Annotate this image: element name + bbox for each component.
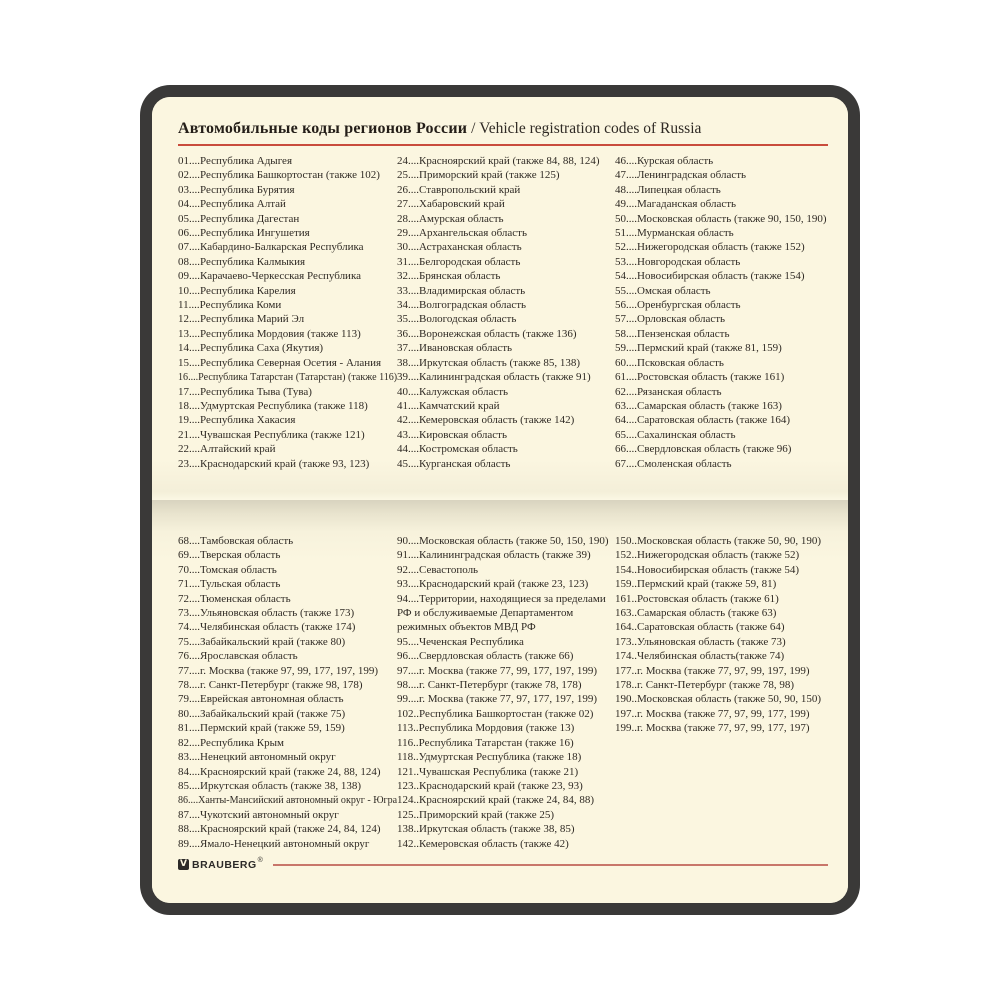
list-item: 46....Курская область: [615, 155, 714, 167]
list-item: 30....Астраханская область: [397, 241, 522, 254]
list-item: 67....Смоленская область: [615, 457, 732, 470]
list-item: 53....Новгородская область: [615, 255, 741, 268]
list-item: 18....Удмуртская Республика (также 118): [178, 399, 368, 412]
footer-underline: [273, 864, 828, 866]
list-item: 08....Республика Калмыкия: [178, 255, 306, 268]
list-item: 23....Краснодарский край (также 93, 123): [178, 457, 370, 470]
list-item: 56....Оренбургская область: [615, 299, 741, 312]
list-item: 163..Самарская область (также 63): [615, 607, 777, 620]
list-item: 01....Республика Адыгея: [178, 155, 293, 167]
list-item: 83....Ненецкий автономный округ: [178, 751, 336, 764]
list-item: 199..г. Москва (также 77, 97, 99, 177, 197): [615, 722, 810, 735]
list-item: 26....Ставропольский край: [397, 183, 521, 196]
list-item: 55....Омская область: [615, 284, 711, 297]
list-item: 57....Орловская область: [615, 313, 726, 326]
list-item: 21....Чувашская Республика (также 121): [178, 428, 365, 441]
list-item: 25....Приморский край (также 125): [397, 169, 560, 182]
list-item: 86....Ханты-Мансийский автономный округ - Югра: [178, 794, 398, 807]
list-item: 77....г. Москва (также 97, 99, 177, 197, 199): [178, 664, 379, 677]
list-item: 07....Кабардино-Балкарская Республика: [178, 241, 364, 254]
list-item: 75....Забайкальский край (также 80): [178, 635, 346, 648]
list-item: 27....Хабаровский край: [397, 198, 505, 211]
list-item: 06....Республика Ингушетия: [178, 227, 310, 240]
list-item: 85....Иркутская область (также 38, 138): [178, 779, 362, 792]
list-item: 159..Пермский край (также 59, 81): [615, 578, 777, 591]
list-item: 33....Владимирская область: [397, 284, 526, 297]
list-item: 36....Воронежская область (также 136): [397, 327, 577, 340]
list-item: 177..г. Москва (также 77, 97, 99, 197, 199): [615, 664, 810, 677]
page-title: [178, 119, 828, 139]
list-item: 58....Пензенская область: [615, 327, 730, 340]
list-item: режимных объектов МВД РФ: [397, 621, 536, 634]
list-item: 10....Республика Карелия: [178, 284, 296, 297]
list-item: 164..Саратовская область (также 64): [615, 621, 785, 634]
list-item: 61....Ростовская область (также 161): [615, 371, 785, 384]
list-item: 190..Московская область (также 50, 90, 150): [615, 693, 822, 706]
list-item: 09....Карачаево-Черкесская Республика: [178, 270, 361, 283]
list-item: 113..Республика Мордовия (также 13): [397, 722, 575, 735]
list-item: 68....Тамбовская область: [178, 535, 294, 547]
list-item: 71....Тульская область: [178, 578, 281, 591]
list-item: 87....Чукотский автономный округ: [178, 808, 339, 821]
list-item: 44....Костромская область: [397, 443, 518, 456]
list-item: 80....Забайкальский край (также 75): [178, 707, 346, 720]
list-item: 154..Новосибирская область (также 54): [615, 563, 800, 576]
list-item: 13....Республика Мордовия (также 113): [178, 327, 361, 340]
list-item: 48....Липецкая область: [615, 183, 721, 196]
region-codes-column-4: [178, 534, 397, 851]
list-item: 116..Республика Татарстан (также 16): [397, 736, 574, 749]
list-item: 70....Томская область: [178, 563, 277, 576]
list-item: 03....Республика Бурятия: [178, 183, 295, 196]
list-item: 142..Кемеровская область (также 42): [397, 837, 569, 850]
list-item: 118..Удмуртская Республика (также 18): [397, 751, 582, 764]
list-item: 60....Псковская область: [615, 356, 724, 369]
list-item: 51....Мурманская область: [615, 227, 734, 240]
list-item: 150..Московская область (также 50, 90, 190): [615, 535, 822, 547]
list-item: 65....Сахалинская область: [615, 428, 736, 441]
list-item: 174..Челябинская область(также 74): [615, 650, 785, 663]
list-item: 15....Республика Северная Осетия - Алания: [178, 356, 382, 369]
region-codes-grid-bottom: [178, 534, 828, 851]
list-item: 178..г. Санкт-Петербург (также 78, 98): [615, 679, 795, 692]
page-bottom-half: [152, 500, 848, 903]
page-title-en: Vehicle registration codes of Russia: [479, 120, 702, 137]
list-item: 93....Краснодарский край (также 23, 123): [397, 578, 589, 591]
list-item: 97....г. Москва (также 77, 99, 177, 197, 199): [397, 664, 598, 677]
list-item: 19....Республика Хакасия: [178, 414, 296, 427]
list-item: 54....Новосибирская область (также 154): [615, 270, 805, 283]
list-item: 41....Камчатский край: [397, 399, 500, 412]
list-item: 32....Брянская область: [397, 270, 501, 283]
list-item: 82....Республика Крым: [178, 736, 284, 749]
list-item: 98....г. Санкт-Петербург (также 78, 178): [397, 679, 582, 692]
brauberg-logo-icon: V: [178, 859, 189, 870]
reference-page: [152, 97, 848, 903]
title-underline: [178, 144, 828, 146]
list-item: 45....Курганская область: [397, 457, 511, 470]
list-item: 76....Ярославская область: [178, 650, 298, 663]
region-codes-column-5: [397, 534, 615, 851]
list-item: 04....Республика Алтай: [178, 198, 286, 211]
list-item: 81....Пермский край (также 59, 159): [178, 722, 345, 735]
mousepad-cover: [140, 85, 860, 915]
list-item: 66....Свердловская область (также 96): [615, 443, 792, 456]
list-item: 173..Ульяновская область (также 73): [615, 635, 786, 648]
region-codes-column-1: [178, 154, 397, 471]
list-item: 24....Красноярский край (также 84, 88, 124): [397, 155, 600, 167]
page-title-separator: /: [467, 120, 480, 137]
list-item: 40....Калужская область: [397, 385, 509, 398]
page-footer: [178, 858, 828, 872]
list-item: 92....Севастополь: [397, 563, 479, 576]
list-item: 89....Ямало-Ненецкий автономный округ: [178, 837, 370, 850]
list-item: 73....Ульяновская область (также 173): [178, 607, 355, 620]
list-item: 72....Тюменская область: [178, 592, 291, 605]
list-item: 43....Кировская область: [397, 428, 508, 441]
list-item: 52....Нижегородская область (также 152): [615, 241, 805, 254]
list-item: 74....Челябинская область (также 174): [178, 621, 356, 634]
list-item: 63....Самарская область (также 163): [615, 399, 782, 412]
list-item: 102..Республика Башкортостан (также 02): [397, 707, 594, 720]
list-item: 152..Нижегородская область (также 52): [615, 549, 800, 562]
list-item: 69....Тверская область: [178, 549, 281, 562]
region-codes-column-6: [615, 534, 828, 851]
list-item: 29....Архангельская область: [397, 227, 527, 240]
list-item: 94....Территории, находящиеся за пределами: [397, 592, 606, 605]
list-item: 161..Ростовская область (также 61): [615, 592, 779, 605]
list-item: 62....Рязанская область: [615, 385, 722, 398]
list-item: 31....Белгородская область: [397, 255, 521, 268]
list-item: 91....Калининградская область (также 39): [397, 549, 591, 562]
list-item: 124..Красноярский край (также 24, 84, 88): [397, 794, 595, 807]
list-item: 95....Чеченская Республика: [397, 635, 524, 648]
brauberg-logo-text: BRAUBERG: [192, 858, 257, 871]
list-item: 49....Магаданская область: [615, 198, 737, 211]
list-item: 84....Красноярский край (также 24, 88, 124): [178, 765, 381, 778]
brauberg-logo: [178, 859, 263, 871]
list-item: 197..г. Москва (также 77, 97, 99, 177, 199): [615, 707, 810, 720]
list-item: 38....Иркутская область (также 85, 138): [397, 356, 581, 369]
region-codes-column-3: [615, 154, 828, 471]
list-item: 42....Кемеровская область (также 142): [397, 414, 575, 427]
list-item: 79....Еврейская автономная область: [178, 693, 344, 706]
region-codes-column-2: [397, 154, 615, 471]
list-item: 78....г. Санкт-Петербург (также 98, 178): [178, 679, 363, 692]
list-item: 39....Калининградская область (также 91): [397, 371, 591, 384]
list-item: 90....Московская область (также 50, 150, 190): [397, 535, 609, 547]
list-item: 99....г. Москва (также 77, 97, 177, 197, 199): [397, 693, 598, 706]
list-item: 50....Московская область (также 90, 150, 190): [615, 212, 827, 225]
list-item: 12....Республика Марий Эл: [178, 313, 305, 326]
list-item: 05....Республика Дагестан: [178, 212, 300, 225]
list-item: 02....Республика Башкортостан (также 102): [178, 169, 380, 182]
list-item: 11....Республика Коми: [178, 299, 282, 312]
list-item: 17....Республика Тыва (Тува): [178, 385, 312, 398]
list-item: 22....Алтайский край: [178, 443, 276, 456]
list-item: 138..Иркутская область (также 38, 85): [397, 823, 575, 836]
list-item: 16....Республика Татарстан (Татарстан) (также 116): [178, 371, 398, 384]
list-item: 123..Краснодарский край (также 23, 93): [397, 779, 583, 792]
page-title-ru: Автомобильные коды регионов России: [178, 120, 468, 137]
list-item: РФ и обслуживаемые Департаментом: [397, 607, 574, 620]
list-item: 96....Свердловская область (также 66): [397, 650, 574, 663]
list-item: 47....Ленинградская область: [615, 169, 747, 182]
list-item: 14....Республика Саха (Якутия): [178, 342, 324, 355]
registered-trademark-icon: ®: [257, 857, 263, 865]
list-item: 35....Вологодская область: [397, 313, 517, 326]
list-item: 121..Чувашская Республика (также 21): [397, 765, 579, 778]
list-item: 28....Амурская область: [397, 212, 504, 225]
list-item: 64....Саратовская область (также 164): [615, 414, 791, 427]
list-item: 88....Красноярский край (также 24, 84, 124): [178, 823, 381, 836]
list-item: 34....Волгоградская область: [397, 299, 527, 312]
region-codes-grid-top: [178, 154, 828, 471]
list-item: 37....Ивановская область: [397, 342, 513, 355]
list-item: 59....Пермский край (также 81, 159): [615, 342, 782, 355]
page-top-half: [152, 97, 848, 500]
list-item: 125..Приморский край (также 25): [397, 808, 554, 821]
